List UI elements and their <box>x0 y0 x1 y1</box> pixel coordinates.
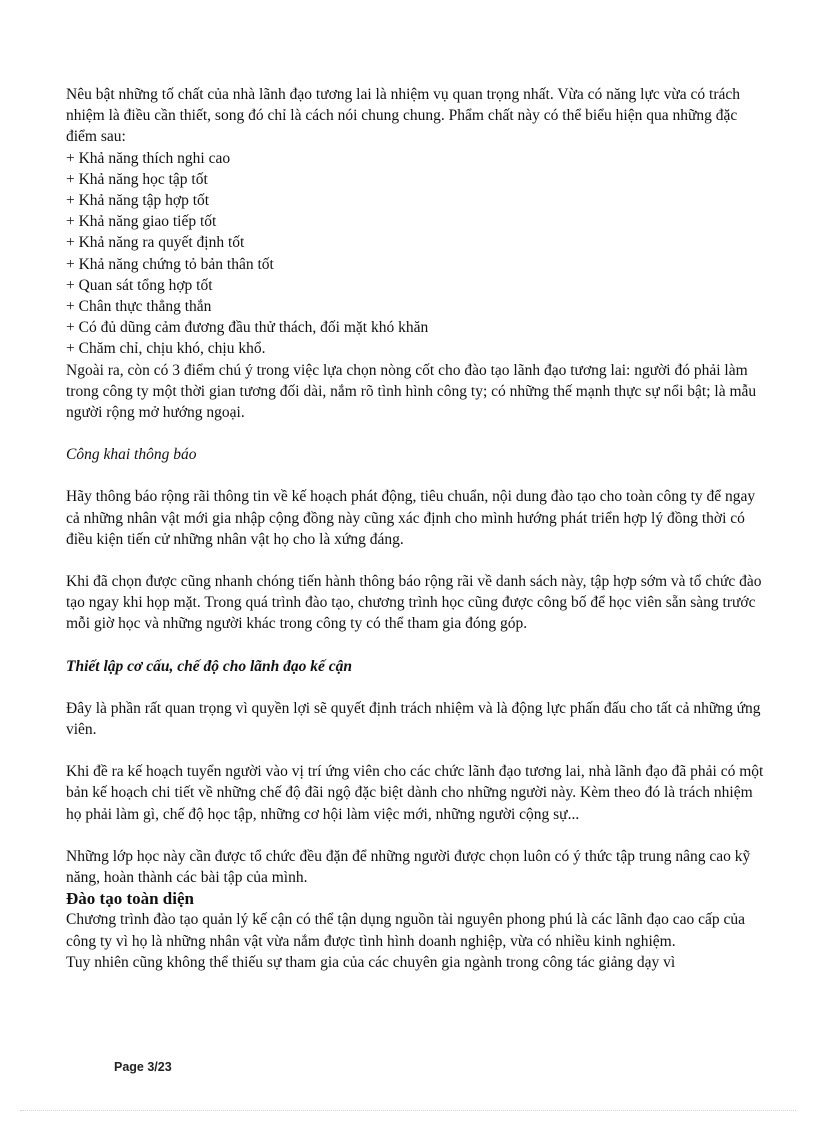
list-item: + Khả năng chứng tỏ bản thân tốt <box>66 255 274 273</box>
section-heading-comprehensive: Đào tạo toàn diện <box>66 889 194 909</box>
list-item: + Khả năng ra quyết định tốt <box>66 234 245 252</box>
comprehensive-paragraph-1: Chương trình đào tạo quản lý kế cận có thể tận dụng nguồn tài nguyên phong phú là các lãnh đạo cao cấp của công ty vì họ là những nhân vật vừa nắm được tình hình doanh nghiệp, vừa có nhiều kinh nghiệm. <box>66 911 746 950</box>
qualities-list <box>66 148 766 360</box>
announce-paragraph-2: Khi đã chọn được cũng nhanh chóng tiến hành thông báo rộng rãi về danh sách này, tập hợp sớm và tổ chức đào tạo ngay khi họp mặt. Trong quá trình đào tạo, chương trình học cũng được công bố để học viên sẵn sàng trước mỗi giờ học và những người khác trong công ty có thể tham gia đóng góp. <box>66 573 762 633</box>
list-item: + Chăm chỉ, chịu khó, chịu khổ. <box>66 340 266 358</box>
structure-paragraph-1: Đây là phần rất quan trọng vì quyền lợi sẽ quyết định trách nhiệm và là động lực phấn đấu cho tất cả những ứng viên. <box>66 699 761 739</box>
comprehensive-paragraph-2: Tuy nhiên cũng không thể thiếu sự tham gia của các chuyên gia ngành trong công tác giảng dạy vì <box>66 953 676 971</box>
intro-paragraph: Nêu bật những tố chất của nhà lãnh đạo tương lai là nhiệm vụ quan trọng nhất. Vừa có năng lực vừa có trách nhiệm là điều cần thiết, song đó chỉ là cách nói chung chung. Phẩm chất này có thể biểu hiện qua những đặc điểm sau: <box>66 86 741 146</box>
list-item: + Khả năng giao tiếp tốt <box>66 213 217 231</box>
list-item: + Chân thực thẳng thắn <box>66 298 212 316</box>
section-heading-announce: Công khai thông báo <box>66 446 197 464</box>
page-number: Page 3/23 <box>114 1060 172 1074</box>
structure-paragraph-3: Những lớp học này cần được tổ chức đều đặn để những người được chọn luôn có ý thức tập trung nâng cao kỹ năng, hoàn thành các bài tập của mình. <box>66 847 751 887</box>
announce-paragraph-1: Hãy thông báo rộng rãi thông tin về kế hoạch phát động, tiêu chuẩn, nội dung đào tạo cho toàn công ty để ngay cả những nhân vật mới gia nhập cộng đồng này cũng xác định cho mình hướng phát triển hợp lý đồng thời có điều kiện tiến cử những nhân vật họ cho là xứng đáng. <box>66 488 756 548</box>
structure-paragraph-2: Khi đề ra kế hoạch tuyển người vào vị trí ứng viên cho các chức lãnh đạo tương lai, nhà lãnh đạo đã phải có một bản kế hoạch chi tiết về những chế độ đãi ngộ đặc biệt dành cho những người này. Kèm theo đó là trách nhiệm họ phải làm gì, chế độ học tập, những cơ hội làm việc mới, những người cộng sự... <box>66 763 764 823</box>
page-bottom-divider <box>20 1110 796 1111</box>
list-item: + Khả năng học tập tốt <box>66 170 208 188</box>
list-item: + Khả năng tập hợp tốt <box>66 192 210 210</box>
section-heading-structure: Thiết lập cơ cấu, chế độ cho lãnh đạo kế cận <box>66 657 353 675</box>
selection-criteria-paragraph: Ngoài ra, còn có 3 điểm chú ý trong việc lựa chọn nòng cốt cho đào tạo lãnh đạo tương lai: người đó phải làm trong công ty một thời gian tương đối dài, nắm rõ tình hình công ty; có những thế mạnh thực sự nổi bật; là mẫu người rộng mở hướng ngoại. <box>66 361 757 422</box>
list-item: + Khả năng thích nghi cao <box>66 149 231 167</box>
list-item: + Có đủ dũng cảm đương đầu thử thách, đối mặt khó khăn <box>66 319 429 337</box>
list-item: + Quan sát tổng hợp tốt <box>66 276 213 294</box>
document-body <box>66 84 766 973</box>
